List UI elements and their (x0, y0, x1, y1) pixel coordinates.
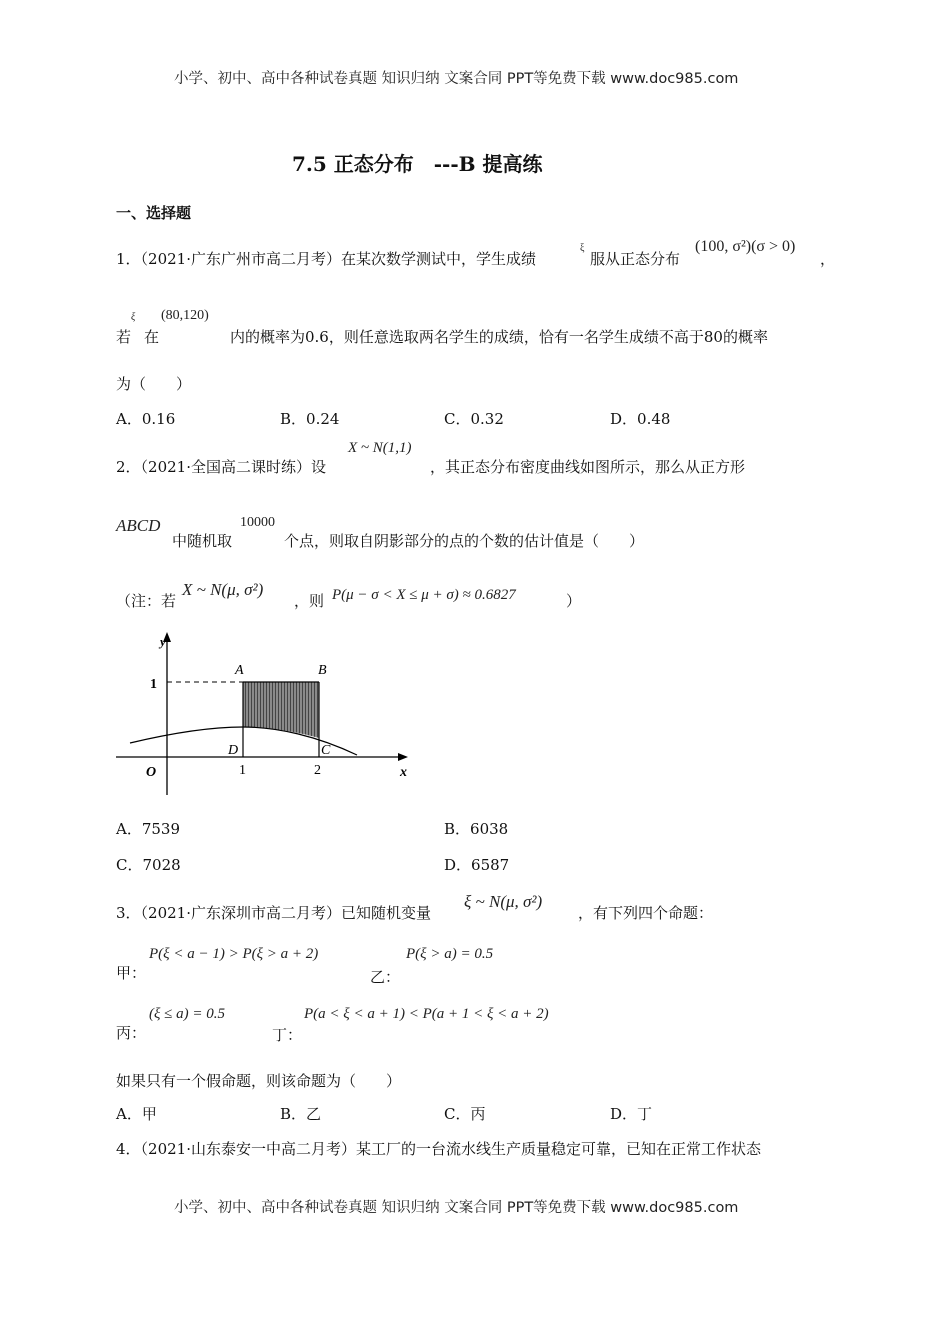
label-x: x (400, 765, 407, 780)
q1-option-b[interactable]: B．0.24 (280, 410, 340, 428)
q3-bing-label: 丙： (116, 1024, 147, 1042)
q3-option-a[interactable]: A．甲 (116, 1105, 157, 1123)
q3-line4: 如果只有一个假命题，则该命题为（ ） (116, 1072, 402, 1090)
label-b: B (318, 663, 327, 678)
x-axis-arrow-icon (398, 753, 408, 761)
q2-option-a[interactable]: A．7539 (116, 820, 181, 838)
q3-option-d[interactable]: D．丁 (610, 1105, 653, 1123)
q1-line2b: 在 (144, 328, 160, 346)
label-o: O (146, 765, 157, 780)
page-footer: 小学、初中、高中各种试卷真题 知识归纳 文案合同 PPT等免费下载 www.doc985.com (174, 1200, 739, 1216)
q3-ding-label: 丁： (272, 1026, 303, 1044)
page-header: 小学、初中、高中各种试卷真题 知识归纳 文案合同 PPT等免费下载 www.doc985.com (174, 71, 739, 87)
q2-line1a: 2．（2021·全国高二课时练）设 (116, 458, 326, 476)
q1-line1b: 服从正态分布 (590, 250, 681, 268)
q1-line2a: 若 (116, 328, 132, 346)
q2-note-c: ） (566, 592, 582, 610)
q1-xi: ξ (580, 243, 585, 254)
q3-line1b: ，有下列四个命题： (578, 904, 714, 922)
q3-yi: P(ξ > a) = 0.5 (406, 946, 494, 962)
q3-option-c[interactable]: C．丙 (444, 1105, 486, 1123)
label-y: y (160, 634, 166, 649)
q1-option-c[interactable]: C．0.32 (444, 410, 504, 428)
q2-option-c[interactable]: C．7028 (116, 856, 181, 874)
q2-note-a: （注：若 (116, 592, 177, 610)
q1-line3: 为（ ） (116, 375, 192, 393)
q2-note-b: ，则 (294, 592, 325, 610)
q3-bing: (ξ ≤ a) = 0.5 (149, 1006, 226, 1022)
q2-option-d[interactable]: D．6587 (444, 856, 510, 874)
label-y-one: 1 (150, 677, 157, 692)
q3-ding: P(a < ξ < a + 1) < P(a + 1 < ξ < a + 2) (304, 1006, 549, 1022)
q1-option-a[interactable]: A．0.16 (116, 410, 176, 428)
shaded-region (243, 682, 319, 738)
normal-curve-figure (112, 630, 412, 800)
q3-option-b[interactable]: B．乙 (280, 1105, 322, 1123)
q1-interval: (80,120) (161, 308, 209, 323)
q2-count: 10000 (240, 515, 275, 530)
q3-line1a: 3．（2021·广东深圳市高二月考）已知随机变量 (116, 904, 431, 922)
label-d: D (228, 743, 239, 758)
q2-line2b: 个点，则取自阴影部分的点的个数的估计值是（ ） (284, 532, 645, 550)
q2-note-prob: P(μ − σ < X ≤ μ + σ) ≈ 0.6827 (332, 587, 516, 603)
q2-line2a: 中随机取 (172, 532, 233, 550)
q1-option-d[interactable]: D．0.48 (610, 410, 671, 428)
q2-note-dist: X ~ N(μ, σ²) (182, 580, 264, 599)
q3-jia: P(ξ < a − 1) > P(ξ > a + 2) (149, 946, 319, 962)
q1-line2c: 内的概率为0.6，则任意选取两名学生的成绩，恰有一名学生成绩不高于80的概率 (230, 328, 768, 346)
q3-yi-label: 乙： (370, 968, 401, 986)
q3-dist: ξ ~ N(μ, σ²) (464, 892, 543, 911)
q2-option-b[interactable]: B．6038 (444, 820, 509, 838)
section-heading: 一、选择题 (116, 204, 192, 222)
q2-dist: X ~ N(1,1) (348, 440, 412, 456)
q1-line1: 1．（2021·广东广州市高二月考）在某次数学测试中，学生成绩 (116, 250, 536, 268)
label-x-two: 2 (314, 763, 321, 778)
q1-dist: (100, σ²)(σ > 0) (695, 238, 796, 255)
q3-jia-label: 甲： (116, 964, 147, 982)
q2-line1b: ，其正态分布密度曲线如图所示，那么从正方形 (430, 458, 746, 476)
page-title: 7.5 正态分布 ---B 提高练 (292, 152, 543, 176)
label-a: A (235, 663, 244, 678)
q1-comma: ， (820, 250, 836, 268)
q2-square: ABCD (116, 516, 161, 535)
q1-xi2: ξ (131, 312, 136, 323)
label-c: C (321, 743, 331, 758)
q4-line1: 4．（2021·山东泰安一中高二月考）某工厂的一台流水线生产质量稳定可靠，已知在正常工作状态 (116, 1140, 761, 1158)
label-x-one: 1 (239, 763, 246, 778)
